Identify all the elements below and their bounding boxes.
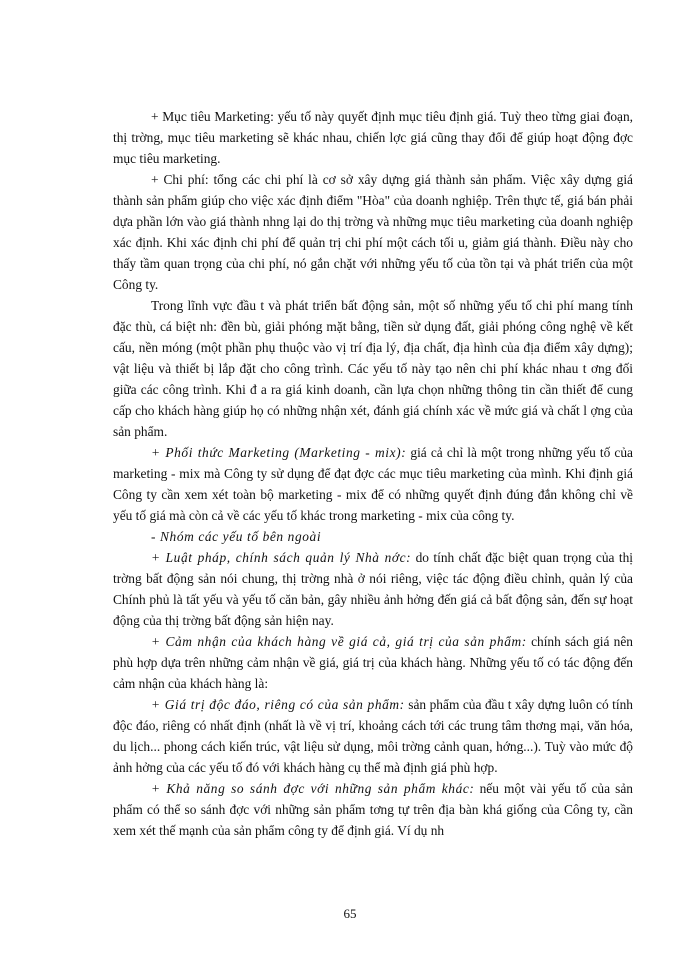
paragraph-law-policy: + Luật pháp, chính sách quản lý Nhà nớc: do tính chất đặc biệt quan trọng của thị trờng bất động sản nói chung, thị trờng nhà ở nói riêng, việc tác động điều chỉnh, quản lý của Chính phủ là tất yếu và yếu tố căn bản, gây nhiều ảnh hởng đến giá cả bất động sản, đến sự hoạt động của thị trờng bất động sản hiện nay. xyxy=(113,550,634,628)
paragraph-customer-perception: + Cảm nhận của khách hàng về giá cả, giá trị của sản phẩm: chính sách giá nên phù hợp dựa trên những cảm nhận về giá, giá trị của khách hàng. Những yếu tố có tác động đến cảm nhận của khách hàng là: xyxy=(113,634,633,691)
body-text xyxy=(113,106,633,841)
paragraph-real-estate-costs: Trong lĩnh vực đầu t và phát triển bất động sản, một số những yếu tố chi phí mang tính đặc thù, cá biệt nh: đền bù, giải phóng mặt bằng, tiền sử dụng đất, giải phóng công nghệ về kết cấu, nền móng (một phần phụ thuộc vào vị trí địa lý, địa chất, địa hình của địa điểm xây dựng); vật liệu và thiết bị lắp đặt cho công trình. Các yếu tố này tạo nên chi phí khác nhau t ơng đối giữa các công trình. Khi đ a ra giá kinh doanh, cần lựa chọn những thông tin cần thiết để cung cấp cho khách hàng giúp họ có những nhận xét, đánh giá chính xác về mức giá và chất l ợng của sản phẩm. xyxy=(113,298,633,439)
paragraph-marketing-objective: + Mục tiêu Marketing: yếu tố này quyết định mục tiêu định giá. Tuỳ theo từng giai đoạn, thị trờng, mục tiêu marketing sẽ khác nhau, chiến lợc giá cũng thay đổi để giúp hoạt động đợc mục tiêu marketing. xyxy=(113,109,633,166)
page-number: 65 xyxy=(343,906,357,921)
paragraph-unique-value: + Giá trị độc đáo, riêng có của sản phẩm: sản phẩm của đầu t xây dựng luôn có tính độc đáo, riêng có nhất định (nhất là về vị trí, khoảng cách tới các trung tâm thơng mại, văn hóa, du lịch... phong cách kiến trúc, vật liệu sử dụng, môi trờng cảnh quan, hớng...). Tuỳ vào mức độ ảnh hởng của các yếu tố đó với khách hàng cụ thể mà định giá phù hợp. xyxy=(113,697,633,775)
paragraph-cost: + Chi phí: tổng các chi phí là cơ sở xây dựng giá thành sản phẩm. Việc xây dựng giá thành sản phẩm giúp cho việc xác định điểm "Hòa" của doanh nghiệp. Trên thực tế, giá bán phải dựa phần lớn vào giá thành nhng lại do thị trờng và những mục tiêu marketing của doanh nghiệp xác định. Khi xác định chi phí để quản trị chi phí một cách tối u, giảm giá thành. Điều này cho thấy tầm quan trọng của chi phí, nó gắn chặt với những yếu tố của tồn tại và phát triển của một Công ty. xyxy=(113,172,633,292)
paragraph-comparability: + Khả năng so sánh đợc với những sản phẩm khác: nếu một vài yếu tố của sản phẩm có thể so sánh đợc với những sản phẩm tơng tự trên địa bàn khá giống của Công ty, cần xem xét thế mạnh của sản phẩm công ty để định giá. Ví dụ nh xyxy=(113,781,634,838)
section-heading-external-factors: - Nhóm các yếu tố bên ngoài xyxy=(151,529,322,544)
paragraph-marketing-mix: + Phối thức Marketing (Marketing - mix): giá cả chỉ là một trong những yếu tố của marketing - mix mà Công ty sử dụng để đạt đợc các mục tiêu marketing của mình. Khi định giá Công ty cần xem xét toàn bộ marketing - mix để có những quyết định đúng đắn không chỉ về yếu tố giá mà còn cả về các yếu tố khác trong marketing - mix của công ty. xyxy=(113,445,633,523)
